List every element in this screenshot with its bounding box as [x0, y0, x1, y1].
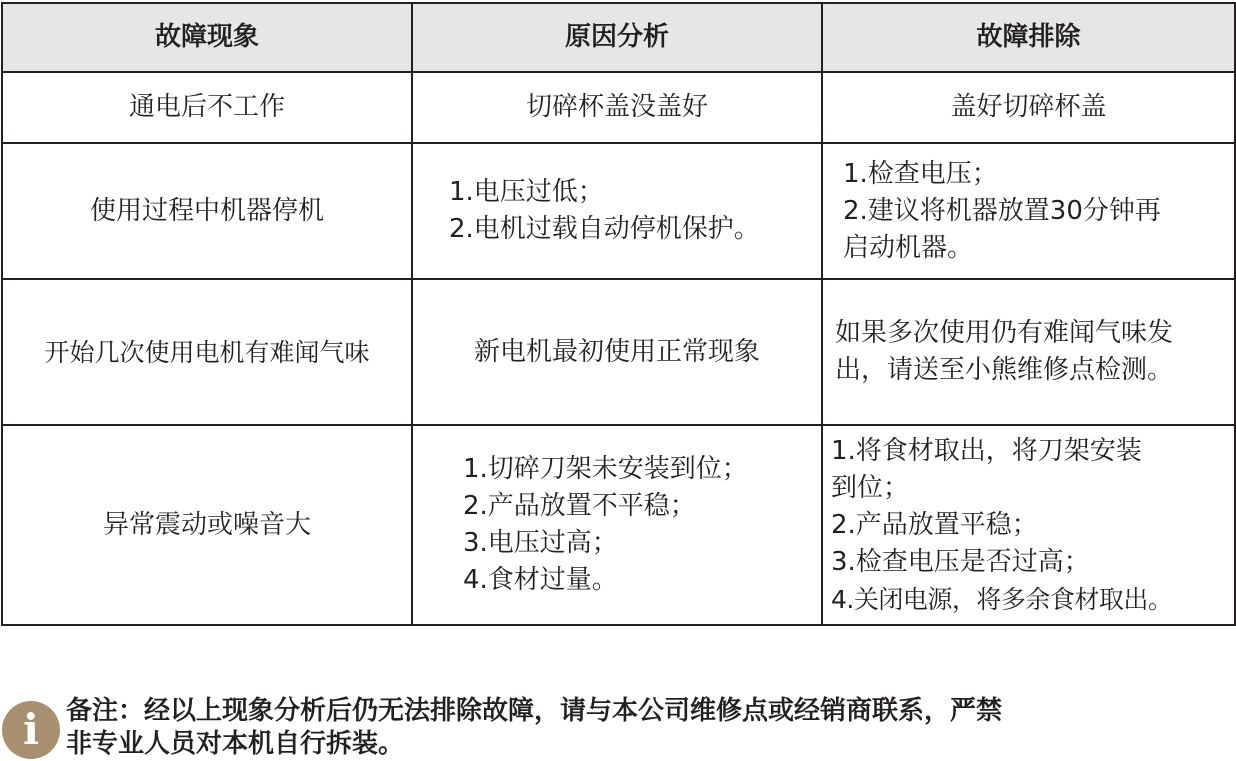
cause-line: 切碎杯盖没盖好 [525, 92, 708, 122]
cause-line: 2.电机过载自动停机保护。 [449, 214, 760, 244]
cause-line: 新电机最初使用正常现象 [473, 336, 760, 367]
solution-cell [822, 72, 1235, 143]
header-symptom: 故障现象 [2, 3, 412, 72]
solution-cell [822, 279, 1235, 425]
note-line: 备注：经以上现象分析后仍无法排除故障，请与本公司维修点或经销商联系，严禁 [66, 696, 1003, 726]
solution-line: 1.将食材取出，将刀架安装 [831, 435, 1142, 466]
symptom-cell: 开始几次使用电机有难闻气味 [2, 279, 412, 425]
note-text [66, 695, 1226, 761]
table-row [2, 143, 1235, 279]
cause-line: 1.电压过低； [449, 177, 604, 207]
cause-line: 4.食材过量。 [463, 565, 618, 595]
note-section [0, 695, 1236, 761]
cause-line: 3.电压过高； [463, 528, 618, 558]
cause-cell [412, 425, 822, 625]
solution-line: 4.关闭电源，将多余食材取出。 [831, 584, 1173, 614]
cause-line: 2.产品放置不平稳； [463, 491, 696, 521]
solution-cell [822, 143, 1235, 279]
solution-line: 1.检查电压； [843, 158, 998, 189]
note-line: 非专业人员对本机自行拆装。 [66, 729, 405, 759]
table-row [2, 425, 1235, 625]
header-cause: 原因分析 [412, 3, 822, 72]
header-solution: 故障排除 [822, 3, 1235, 72]
cause-cell [412, 72, 822, 143]
troubleshooting-table [1, 2, 1236, 626]
cause-cell [412, 143, 822, 279]
solution-line: 如果多次使用仍有难闻气味发 [835, 318, 1174, 348]
symptom-cell: 使用过程中机器停机 [2, 143, 412, 279]
table-header-row [2, 3, 1235, 72]
solution-line: 到位； [831, 472, 910, 503]
solution-line: 2.建议将机器放置30分钟再 [843, 195, 1161, 226]
symptom-cell: 通电后不工作 [2, 72, 412, 143]
solution-line: 3.检查电压是否过高； [831, 546, 1090, 577]
symptom-cell: 异常震动或噪音大 [2, 425, 412, 625]
solution-line: 2.产品放置平稳； [831, 509, 1038, 540]
cause-cell [412, 279, 822, 425]
solution-line: 出，请送至小熊维修点检测。 [835, 355, 1174, 385]
info-icon: i [2, 701, 60, 759]
table-row [2, 279, 1235, 425]
solution-line: 启动机器。 [843, 232, 974, 263]
table-row [2, 72, 1235, 143]
solution-line: 盖好切碎杯盖 [950, 92, 1107, 122]
solution-cell [822, 425, 1235, 625]
cause-line: 1.切碎刀架未安装到位； [463, 454, 748, 484]
